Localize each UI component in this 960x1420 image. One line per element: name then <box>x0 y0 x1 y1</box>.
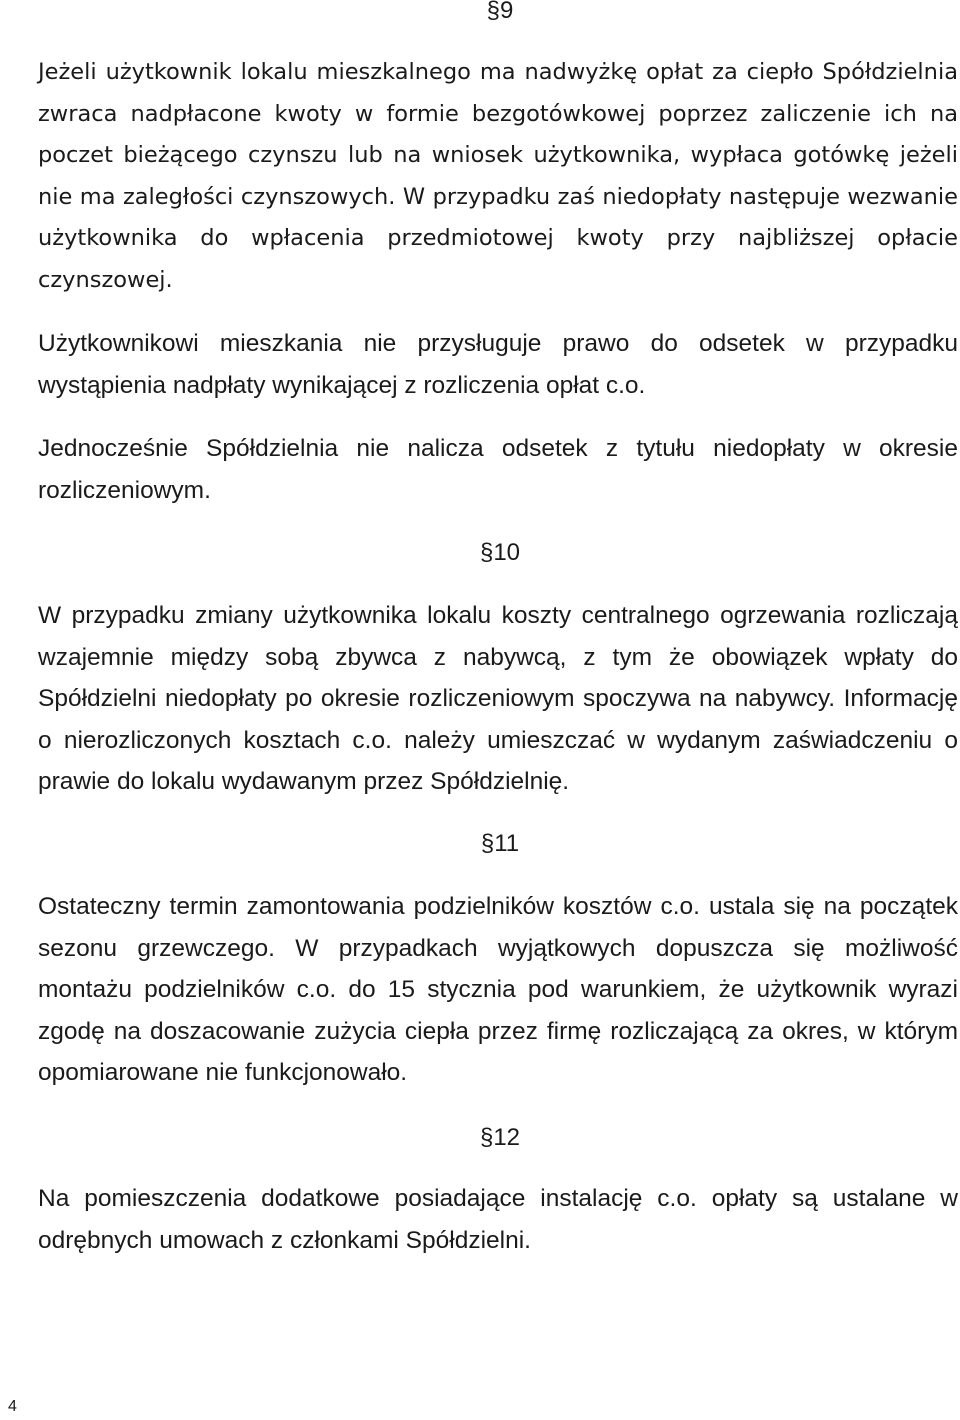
paragraph-9-2: Użytkownikowi mieszkania nie przysługuje prawo do odsetek w przypadku wystąpienia nadpłaty wynikającej z rozliczenia opłat c.o. <box>38 330 958 399</box>
paragraph-12-1: Na pomieszczenia dodatkowe posiadające instalację c.o. opłaty są ustalane w odrębnych umowach z członkami Spółdzielni. <box>38 1185 958 1254</box>
page-number: 4 <box>8 1398 17 1415</box>
paragraph-9-1: Jeżeli użytkownik lokalu mieszkalnego ma nadwyżkę opłat za ciepło Spółdzielnia zwraca nadpłacone kwoty w formie bezgotówkowej poprzez zaliczenie ich na poczet bieżącego czynszu lub na wniosek użytkownika, wypłaca gotówkę jeżeli nie ma zaległości czynszowych. W przypadku zaś niedopłaty następuje wezwanie użytkownika do wpłacenia przedmiotowej kwoty przy najbliższej opłacie czynszowej. <box>38 59 958 293</box>
paragraph-11-1: Ostateczny termin zamontowania podzielników kosztów c.o. ustala się na początek sezonu grzewczego. W przypadkach wyjątkowych dopuszcza się możliwość montażu podzielników c.o. do 15 stycznia pod warunkiem, że użytkownik wyrazi zgodę na doszacowanie zużycia ciepła przez firmę rozliczającą za okres, w którym opomiarowane nie funkcjonowało. <box>38 893 958 1086</box>
paragraph-9-3: Jednocześnie Spółdzielnia nie nalicza odsetek z tytułu niedopłaty w okresie rozliczeniowym. <box>38 435 958 504</box>
section-heading-9: §9 <box>486 0 514 24</box>
section-heading-12: §12 <box>479 1124 521 1151</box>
section-heading-10: §10 <box>479 539 521 566</box>
section-heading-11: §11 <box>480 830 520 857</box>
paragraph-10-1: W przypadku zmiany użytkownika lokalu koszty centralnego ogrzewania rozliczają wzajemnie między sobą zbywca z nabywcą, z tym że obowiązek wpłaty do Spółdzielni niedopłaty po okresie rozliczeniowym spoczywa na nabywcy. Informację o nierozliczonych kosztach c.o. należy umieszczać w wydanym zaświadczeniu o prawie do lokalu wydawanym przez Spółdzielnię. <box>38 602 958 795</box>
